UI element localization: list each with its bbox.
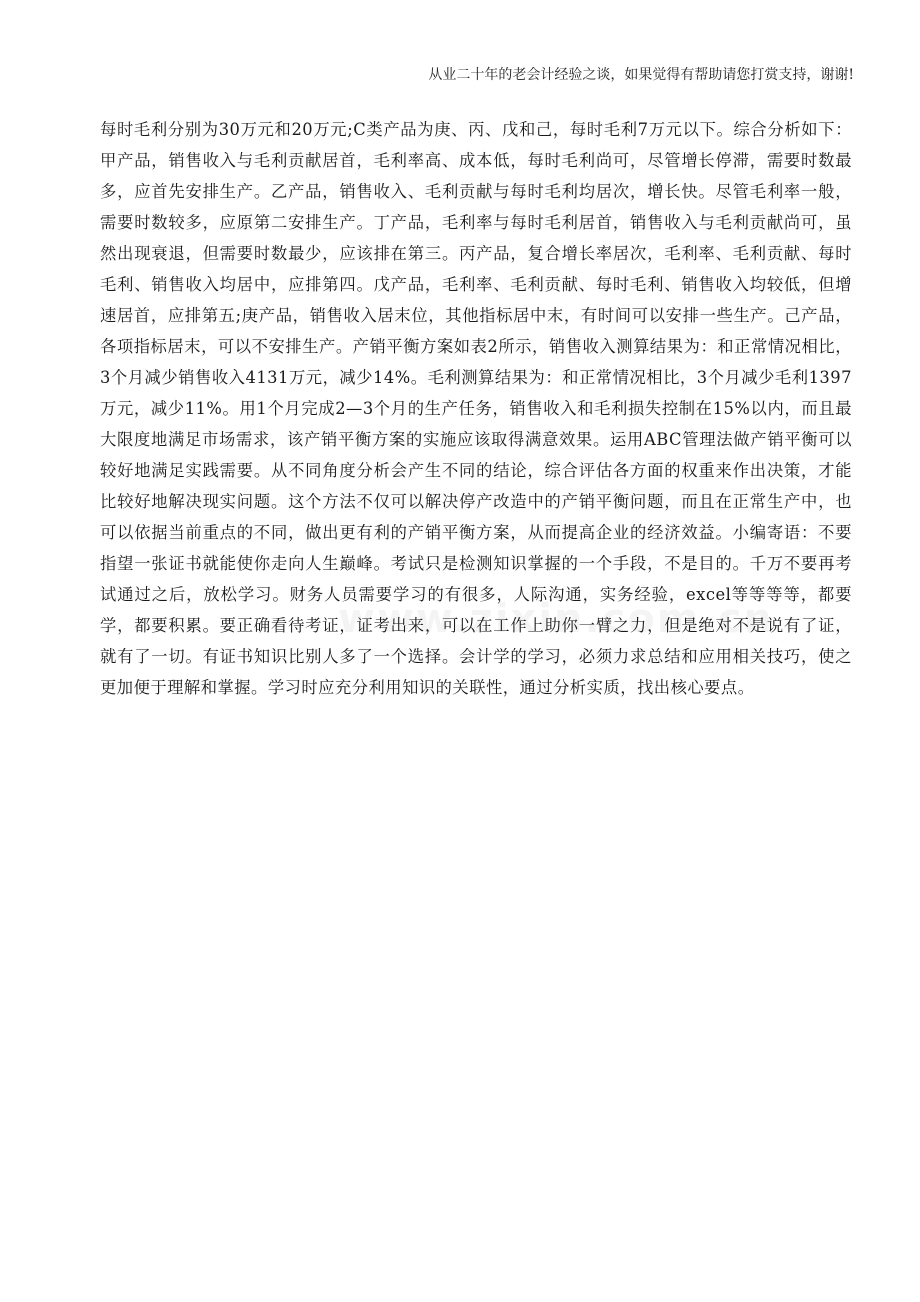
page-header-note: 从业二十年的老会计经验之谈，如果觉得有帮助请您打赏支持，谢谢!	[428, 67, 854, 83]
article-body: 每时毛利分别为30万元和20万元;C类产品为庚、丙、戊和己，每时毛利7万元以下。综合分析如下：甲产品，销售收入与毛利贡献居首，毛利率高、成本低，每时毛利尚可，尽管增长停滞，需要时数最多，应首先安排生产。乙产品，销售收入、毛利贡献与每时毛利均居次，增长快。尽管毛利率一般，需要时数较多，应原第二安排生产。丁产品，毛利率与每时毛利居首，销售收入与毛利贡献尚可，虽然出现衰退，但需要时数最少，应该排在第三。丙产品，复合增长率居次，毛利率、毛利贡献、每时毛利、销售收入均居中，应排第四。戊产品，毛利率、毛利贡献、每时毛利、销售收入均较低，但增速居首，应排第五;庚产品，销售收入居末位，其他指标居中末，有时间可以安排一些生产。己产品，各项指标居末，可以不安排生产。产销平衡方案如表2所示，销售收入测算结果为：和正常情况相比，3个月减少销售收入4131万元，减少14%。毛利测算结果为：和正常情况相比，3个月减少毛利1397万元，减少11%。用1个月完成2—3个月的生产任务，销售收入和毛利损失控制在15%以内，而且最大限度地满足市场需求，该产销平衡方案的实施应该取得满意效果。运用ABC管理法做产销平衡可以较好地满足实践需要。从不同角度分析会产生不同的结论，综合评估各方面的权重来作出决策，才能比较好地解决现实问题。这个方法不仅可以解决停产改造中的产销平衡问题，而且在正常生产中，也可以依据当前重点的不同，做出更有利的产销平衡方案，从而提高企业的经济效益。小编寄语：不要指望一张证书就能使你走向人生巅峰。考试只是检测知识掌握的一个手段，不是目的。千万不要再考试通过之后，放松学习。财务人员需要学习的有很多，人际沟通，实务经验，excel等等等等，都要学，都要积累。要正确看待考证，证考出来，可以在工作上助你一臂之力，但是绝对不是说有了证，就有了一切。有证书知识比别人多了一个选择。会计学的学习，必须力求总结和应用相关技巧，使之更加便于理解和掌握。学习时应充分利用知识的关联性，通过分析实质，找出核心要点。	[100, 120, 852, 697]
